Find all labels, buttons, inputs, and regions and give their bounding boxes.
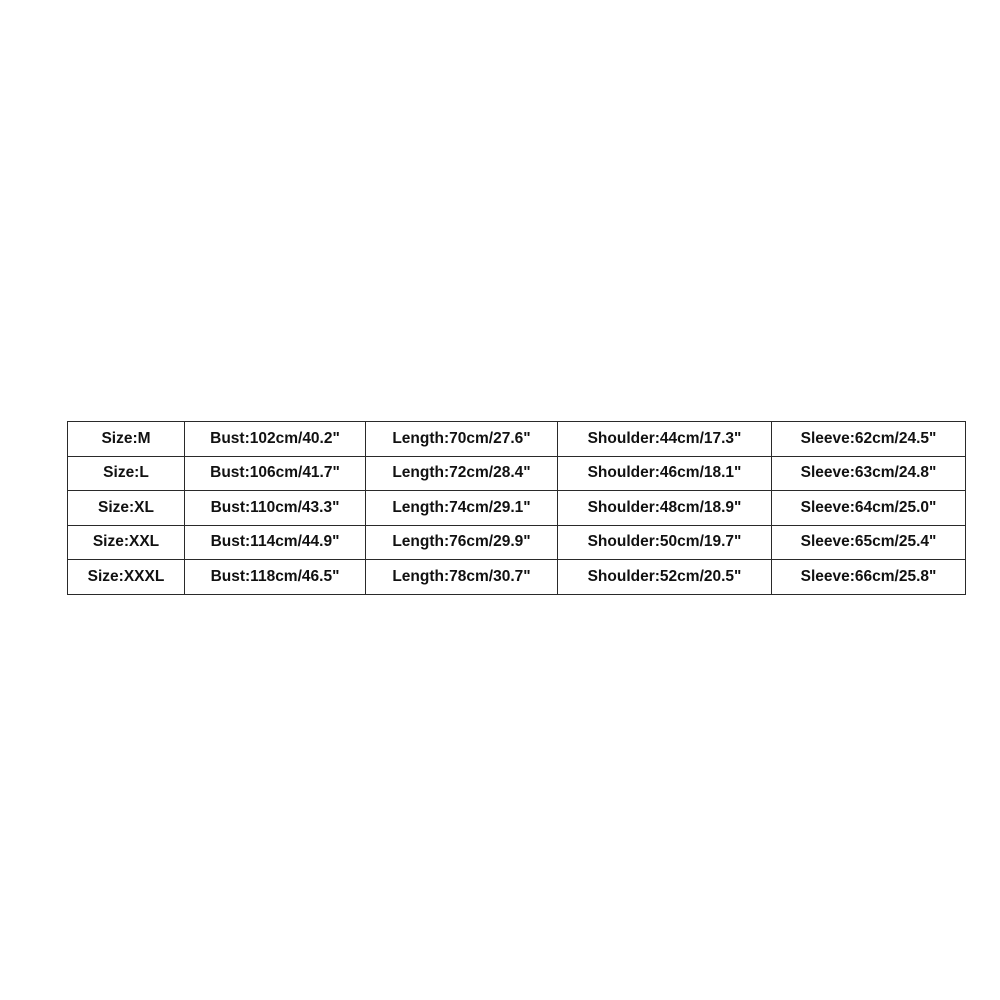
table-row [68,560,966,595]
shoulder-cell: Shoulder:52cm/20.5" [558,560,772,595]
table-row [68,525,966,560]
size-cell: Size:XXL [68,525,185,560]
shoulder-cell: Shoulder:46cm/18.1" [558,456,772,491]
size-cell: Size:XL [68,491,185,526]
table-row [68,491,966,526]
sleeve-cell: Sleeve:62cm/24.5" [772,422,966,457]
length-cell: Length:72cm/28.4" [366,456,558,491]
size-chart-table [67,421,966,595]
size-cell: Size:L [68,456,185,491]
bust-cell: Bust:102cm/40.2" [185,422,366,457]
table-row [68,456,966,491]
shoulder-cell: Shoulder:50cm/19.7" [558,525,772,560]
sleeve-cell: Sleeve:65cm/25.4" [772,525,966,560]
length-cell: Length:78cm/30.7" [366,560,558,595]
sleeve-cell: Sleeve:66cm/25.8" [772,560,966,595]
length-cell: Length:70cm/27.6" [366,422,558,457]
bust-cell: Bust:110cm/43.3" [185,491,366,526]
size-cell: Size:M [68,422,185,457]
table-row [68,422,966,457]
bust-cell: Bust:114cm/44.9" [185,525,366,560]
shoulder-cell: Shoulder:48cm/18.9" [558,491,772,526]
sleeve-cell: Sleeve:63cm/24.8" [772,456,966,491]
bust-cell: Bust:106cm/41.7" [185,456,366,491]
bust-cell: Bust:118cm/46.5" [185,560,366,595]
sleeve-cell: Sleeve:64cm/25.0" [772,491,966,526]
length-cell: Length:74cm/29.1" [366,491,558,526]
shoulder-cell: Shoulder:44cm/17.3" [558,422,772,457]
size-cell: Size:XXXL [68,560,185,595]
length-cell: Length:76cm/29.9" [366,525,558,560]
